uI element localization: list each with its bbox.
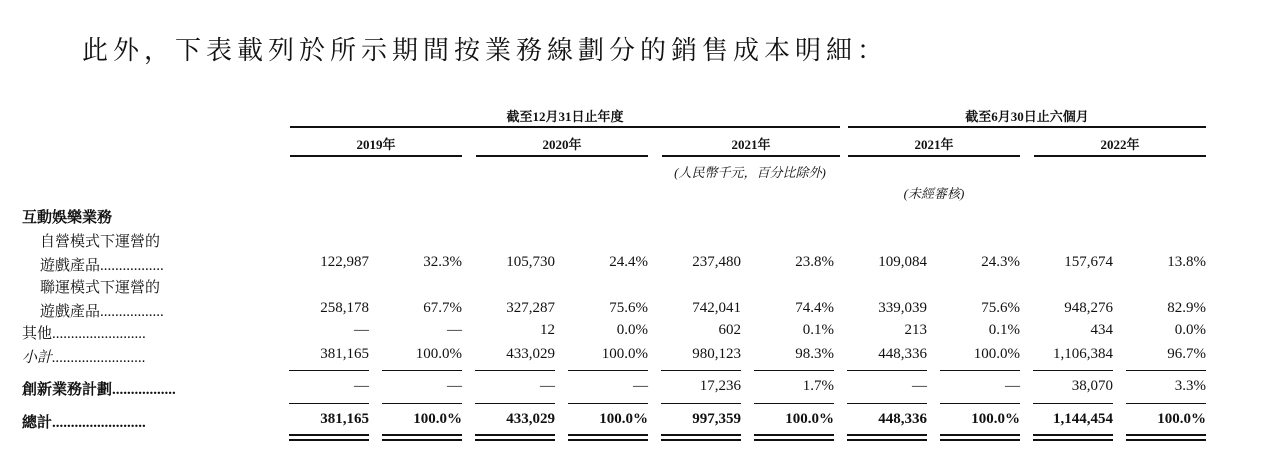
header-2021: 2021年 bbox=[731, 137, 771, 152]
rule-total-top-c6 bbox=[847, 434, 927, 436]
rule-total-top-c0 bbox=[289, 434, 369, 436]
row-label-innovative: 創新業務計劃................. bbox=[22, 382, 176, 398]
header-2020: 2020年 bbox=[542, 137, 582, 152]
cell-r0-c3: 24.4% bbox=[609, 254, 648, 270]
cell-r4-c9: 3.3% bbox=[1174, 378, 1206, 394]
rule-six-month-period bbox=[848, 126, 1206, 128]
cell-r5-c3: 100.0% bbox=[599, 411, 648, 427]
rule-2021 bbox=[662, 155, 840, 157]
cell-r4-c1: — bbox=[447, 378, 462, 394]
cell-r1-c9: 82.9% bbox=[1167, 300, 1206, 316]
cell-r1-c2: 327,287 bbox=[506, 300, 555, 316]
row-label-self-operated-1: 自營模式下運營的 bbox=[40, 234, 161, 250]
cell-r5-c2: 433,029 bbox=[506, 411, 555, 427]
cell-r5-c4: 997,359 bbox=[692, 411, 741, 427]
rule-innovative-c6 bbox=[847, 403, 927, 404]
cell-r5-c7: 100.0% bbox=[971, 411, 1020, 427]
cell-r3-c1: 100.0% bbox=[415, 346, 462, 362]
rule-subtotal-c5 bbox=[754, 370, 834, 371]
header-2019: 2019年 bbox=[356, 137, 396, 152]
rule-year-period bbox=[290, 126, 840, 128]
rule-innovative-c1 bbox=[382, 403, 462, 404]
unaudited-note: (未經審核) bbox=[903, 186, 965, 201]
cell-r3-c4: 980,123 bbox=[692, 346, 741, 362]
rule-total-top-c9 bbox=[1126, 434, 1206, 436]
cell-r1-c6: 339,039 bbox=[878, 300, 927, 316]
cell-r2-c4: 602 bbox=[718, 322, 741, 338]
cell-r5-c6: 448,336 bbox=[878, 411, 927, 427]
cell-r2-c1: — bbox=[447, 322, 462, 338]
row-label-others: 其他......................... bbox=[22, 326, 146, 342]
cell-r3-c8: 1,106,384 bbox=[1053, 346, 1113, 362]
rule-innovative-c5 bbox=[754, 403, 834, 404]
cell-r0-c1: 32.3% bbox=[423, 254, 462, 270]
rule-total-top-c7 bbox=[940, 434, 1020, 436]
cell-r1-c0: 258,178 bbox=[320, 300, 369, 316]
rule-total-bottom-c0 bbox=[289, 439, 369, 441]
cell-r5-c5: 100.0% bbox=[785, 411, 834, 427]
cell-r2-c8: 434 bbox=[1090, 322, 1113, 338]
rule-total-top-c5 bbox=[754, 434, 834, 436]
cell-r4-c4: 17,236 bbox=[699, 378, 741, 394]
cell-r0-c6: 109,084 bbox=[878, 254, 927, 270]
rule-subtotal-c8 bbox=[1033, 370, 1113, 371]
rule-subtotal-c1 bbox=[382, 370, 462, 371]
intro-text: 此外，下表載列於所示期間按業務線劃分的銷售成本明細： bbox=[82, 36, 889, 65]
cell-r2-c0: — bbox=[354, 322, 369, 338]
cell-r4-c7: — bbox=[1005, 378, 1020, 394]
cell-r4-c0: — bbox=[354, 378, 369, 394]
cell-r2-c2: 12 bbox=[540, 322, 555, 338]
rule-innovative-c7 bbox=[940, 403, 1020, 404]
rule-innovative-c8 bbox=[1033, 403, 1113, 404]
cell-r0-c8: 157,674 bbox=[1064, 254, 1113, 270]
rule-h2021 bbox=[848, 155, 1020, 157]
cell-r3-c2: 433,029 bbox=[506, 346, 555, 362]
row-label-self-operated-2: 遊戲產品................. bbox=[40, 258, 164, 274]
cell-r4-c3: — bbox=[633, 378, 648, 394]
cell-r0-c0: 122,987 bbox=[320, 254, 369, 270]
rule-total-bottom-c5 bbox=[754, 439, 834, 441]
cell-r1-c3: 75.6% bbox=[609, 300, 648, 316]
cell-r5-c1: 100.0% bbox=[413, 411, 462, 427]
rule-total-bottom-c6 bbox=[847, 439, 927, 441]
cell-r3-c5: 98.3% bbox=[795, 346, 834, 362]
row-label-joint-operated-1: 聯運模式下運營的 bbox=[40, 280, 161, 296]
cell-r5-c0: 381,165 bbox=[320, 411, 369, 427]
cell-r5-c9: 100.0% bbox=[1157, 411, 1206, 427]
rule-total-bottom-c7 bbox=[940, 439, 1020, 441]
cell-r1-c7: 75.6% bbox=[981, 300, 1020, 316]
cell-r4-c5: 1.7% bbox=[802, 378, 834, 394]
rule-total-bottom-c2 bbox=[475, 439, 555, 441]
cell-r2-c5: 0.1% bbox=[802, 322, 834, 338]
cell-r4-c8: 38,070 bbox=[1071, 378, 1113, 394]
cell-r3-c0: 381,165 bbox=[320, 346, 369, 362]
cell-r4-c6: — bbox=[912, 378, 927, 394]
cell-r0-c4: 237,480 bbox=[692, 254, 741, 270]
cell-r2-c3: 0.0% bbox=[616, 322, 648, 338]
cell-r0-c2: 105,730 bbox=[506, 254, 555, 270]
rule-total-bottom-c1 bbox=[382, 439, 462, 441]
rule-total-top-c1 bbox=[382, 434, 462, 436]
row-label-subtotal: 小計......................... bbox=[22, 350, 146, 366]
row-label-total: 總計......................... bbox=[22, 415, 146, 431]
cell-r3-c9: 96.7% bbox=[1167, 346, 1206, 362]
cell-r4-c2: — bbox=[540, 378, 555, 394]
cell-r3-c7: 100.0% bbox=[973, 346, 1020, 362]
rule-subtotal-c4 bbox=[661, 370, 741, 371]
rule-subtotal-c6 bbox=[847, 370, 927, 371]
header-h2021: 2021年 bbox=[914, 137, 954, 152]
cell-r1-c4: 742,041 bbox=[692, 300, 741, 316]
rule-innovative-c4 bbox=[661, 403, 741, 404]
cell-r2-c6: 213 bbox=[904, 322, 927, 338]
rule-total-bottom-c4 bbox=[661, 439, 741, 441]
rule-2020 bbox=[476, 155, 648, 157]
rule-innovative-c0 bbox=[289, 403, 369, 404]
rule-subtotal-c0 bbox=[289, 370, 369, 371]
cell-r1-c5: 74.4% bbox=[795, 300, 834, 316]
rule-innovative-c3 bbox=[568, 403, 648, 404]
header-h2022: 2022年 bbox=[1100, 137, 1140, 152]
cell-r1-c1: 67.7% bbox=[423, 300, 462, 316]
rule-h2022 bbox=[1034, 155, 1206, 157]
rule-innovative-c2 bbox=[475, 403, 555, 404]
rule-subtotal-c9 bbox=[1126, 370, 1206, 371]
rule-total-top-c2 bbox=[475, 434, 555, 436]
rule-total-top-c4 bbox=[661, 434, 741, 436]
unit-note: (人民幣千元，百分比除外) bbox=[674, 165, 826, 180]
rule-total-bottom-c8 bbox=[1033, 439, 1113, 441]
cell-r1-c8: 948,276 bbox=[1064, 300, 1113, 316]
cell-r3-c3: 100.0% bbox=[601, 346, 648, 362]
rule-2019 bbox=[290, 155, 462, 157]
cell-r2-c7: 0.1% bbox=[988, 322, 1020, 338]
rule-innovative-c9 bbox=[1126, 403, 1206, 404]
rule-total-top-c3 bbox=[568, 434, 648, 436]
cell-r0-c7: 24.3% bbox=[981, 254, 1020, 270]
rule-subtotal-c2 bbox=[475, 370, 555, 371]
row-label-joint-operated-2: 遊戲產品................. bbox=[40, 304, 164, 320]
section-title: 互動娛樂業務 bbox=[22, 210, 113, 226]
rule-subtotal-c3 bbox=[568, 370, 648, 371]
cell-r3-c6: 448,336 bbox=[878, 346, 927, 362]
cell-r5-c8: 1,144,454 bbox=[1053, 411, 1113, 427]
header-year-period: 截至12月31日止年度 bbox=[506, 109, 624, 124]
rule-subtotal-c7 bbox=[940, 370, 1020, 371]
cell-r0-c5: 23.8% bbox=[795, 254, 834, 270]
rule-total-bottom-c9 bbox=[1126, 439, 1206, 441]
rule-total-bottom-c3 bbox=[568, 439, 648, 441]
rule-total-top-c8 bbox=[1033, 434, 1113, 436]
header-six-month-period: 截至6月30日止六個月 bbox=[965, 109, 1089, 124]
cell-r2-c9: 0.0% bbox=[1174, 322, 1206, 338]
cell-r0-c9: 13.8% bbox=[1167, 254, 1206, 270]
